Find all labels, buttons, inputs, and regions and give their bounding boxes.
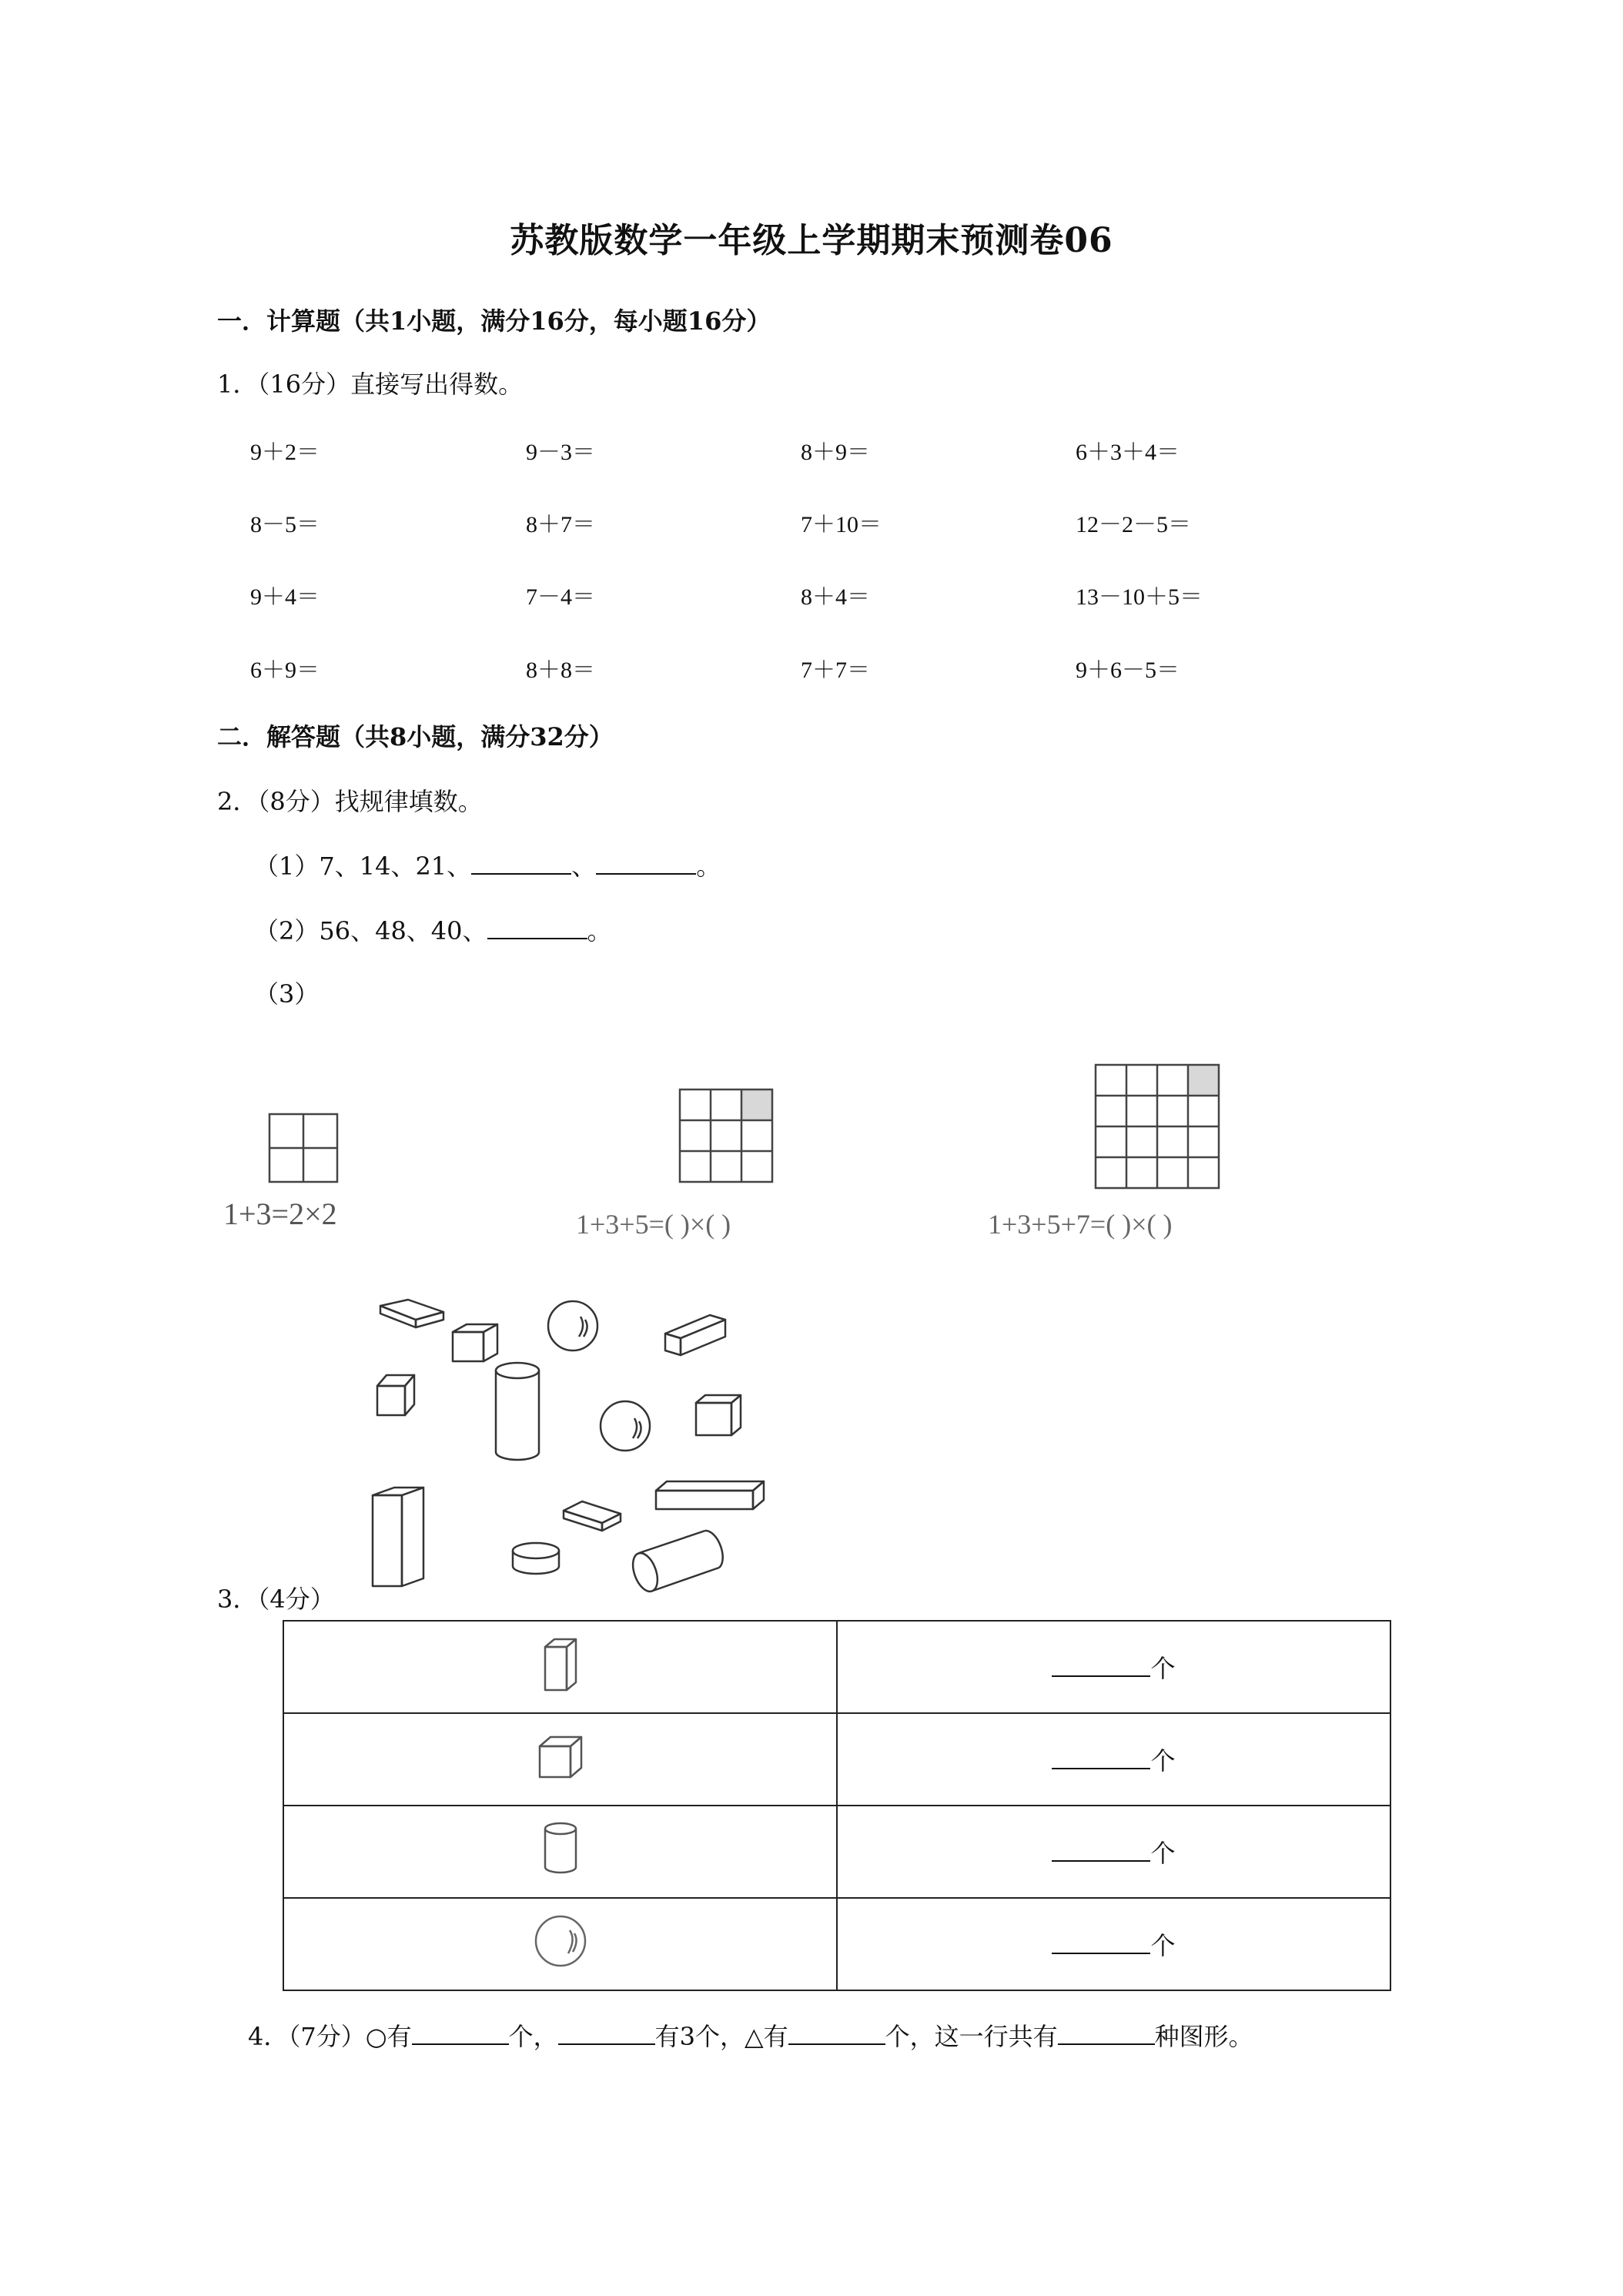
q2-sub1-sequence: （1）7、14、21、 — [254, 852, 472, 881]
cube-icon — [453, 1324, 497, 1361]
shape-cell — [283, 1713, 837, 1806]
page-title: 苏教版数学一年级上学期期末预测卷06 — [510, 221, 1113, 260]
shape-cell — [283, 1621, 837, 1713]
q2-sub2-end: 。 — [587, 916, 612, 946]
equation: 8＋4＝ — [801, 584, 870, 610]
cuboid-icon — [564, 1501, 621, 1531]
cylinder-icon — [496, 1363, 539, 1460]
cube-icon — [696, 1395, 741, 1435]
figure-3-caption: 1+3+5+7=( )×( ) — [988, 1209, 1173, 1240]
count-blank[interactable] — [1052, 1652, 1150, 1677]
count-blank[interactable] — [1052, 1745, 1150, 1769]
equation: 13－10＋5＝ — [1076, 584, 1203, 610]
equation: 9－3＝ — [526, 440, 595, 465]
unit-label: 个 — [1150, 1931, 1176, 1960]
section-2-heading: 二．解答题（共8小题，满分32分） — [217, 722, 614, 751]
equation: 7＋7＝ — [801, 658, 870, 683]
answer-blank[interactable] — [1058, 2020, 1155, 2045]
sphere-icon — [548, 1301, 597, 1350]
grid-2x2-figure — [269, 1114, 337, 1182]
q4-text-3: 有3个，△有 — [654, 2022, 788, 2051]
answer-blank[interactable] — [412, 2020, 509, 2045]
count-cell — [837, 1898, 1390, 1990]
q3-prompt: 3．（4分） — [217, 1585, 335, 1614]
equation: 6＋3＋4＝ — [1076, 440, 1180, 465]
sphere-icon — [530, 1910, 591, 1972]
count-blank[interactable] — [1052, 1930, 1150, 1954]
shape-cell — [283, 1806, 837, 1898]
equation: 6＋9＝ — [250, 658, 320, 683]
count-cell — [837, 1621, 1390, 1713]
answer-blank[interactable] — [558, 2020, 655, 2045]
unit-label: 个 — [1150, 1654, 1176, 1683]
table-row — [283, 1898, 1390, 1990]
figure-1-caption: 1+3=2×2 — [223, 1197, 337, 1231]
solids-illustration — [354, 1286, 770, 1609]
cuboid-icon — [380, 1300, 443, 1327]
equation: 8－5＝ — [250, 512, 320, 537]
cube-icon — [534, 1729, 587, 1783]
count-cell — [837, 1713, 1390, 1806]
cuboid-icon — [373, 1488, 423, 1586]
grid-4x4-figure — [1096, 1065, 1219, 1188]
q2-sub1-separator: 、 — [571, 852, 597, 881]
q2-sub2-sequence: （2）56、48、40、 — [254, 916, 487, 946]
count-blank[interactable] — [1052, 1837, 1150, 1862]
count-cell — [837, 1806, 1390, 1898]
unit-label: 个 — [1150, 1746, 1176, 1776]
q2-sub1-end: 。 — [696, 852, 721, 881]
q2-prompt: 2．（8分）找规律填数。 — [217, 787, 483, 816]
q4-line — [248, 2017, 1253, 2053]
equation: 7＋10＝ — [801, 512, 882, 537]
cuboid-icon — [665, 1315, 725, 1355]
shape-count-table — [283, 1620, 1391, 1991]
figure-2-caption: 1+3+5=( )×( ) — [576, 1209, 731, 1240]
equation: 9＋2＝ — [250, 440, 320, 465]
equation: 8＋7＝ — [526, 512, 595, 537]
grid-3x3-figure — [680, 1089, 772, 1182]
q4-text-5: 种图形。 — [1154, 2022, 1253, 2051]
cube-icon — [377, 1375, 414, 1415]
table-row — [283, 1621, 1390, 1713]
equation: 9＋6－5＝ — [1076, 658, 1180, 683]
equation: 12－2－5＝ — [1076, 512, 1191, 537]
q4-text-4: 个，这一行共有 — [885, 2022, 1058, 2051]
cuboid-icon — [537, 1633, 584, 1695]
cylinder-icon — [628, 1531, 723, 1595]
cylinder-icon — [537, 1818, 584, 1879]
q4-text-2: 个， — [508, 2022, 558, 2051]
cuboid-icon — [656, 1481, 764, 1509]
equation: 9＋4＝ — [250, 584, 320, 610]
q1-prompt: 1．（16分）直接写出得数。 — [217, 370, 524, 399]
unit-label: 个 — [1150, 1839, 1176, 1868]
q4-prefix: 4．（7分）○有 — [248, 2022, 412, 2051]
equation: 8＋9＝ — [801, 440, 870, 465]
equation: 8＋8＝ — [526, 658, 595, 683]
sphere-icon — [601, 1401, 650, 1451]
q2-sub3-label: （3） — [254, 979, 320, 1009]
cylinder-icon — [513, 1543, 559, 1574]
answer-blank[interactable] — [788, 2020, 885, 2045]
section-1-heading: 一．计算题（共1小题，满分16分，每小题16分） — [217, 306, 771, 336]
shape-cell — [283, 1898, 837, 1990]
table-row — [283, 1713, 1390, 1806]
table-row — [283, 1806, 1390, 1898]
equation: 7－4＝ — [526, 584, 595, 610]
